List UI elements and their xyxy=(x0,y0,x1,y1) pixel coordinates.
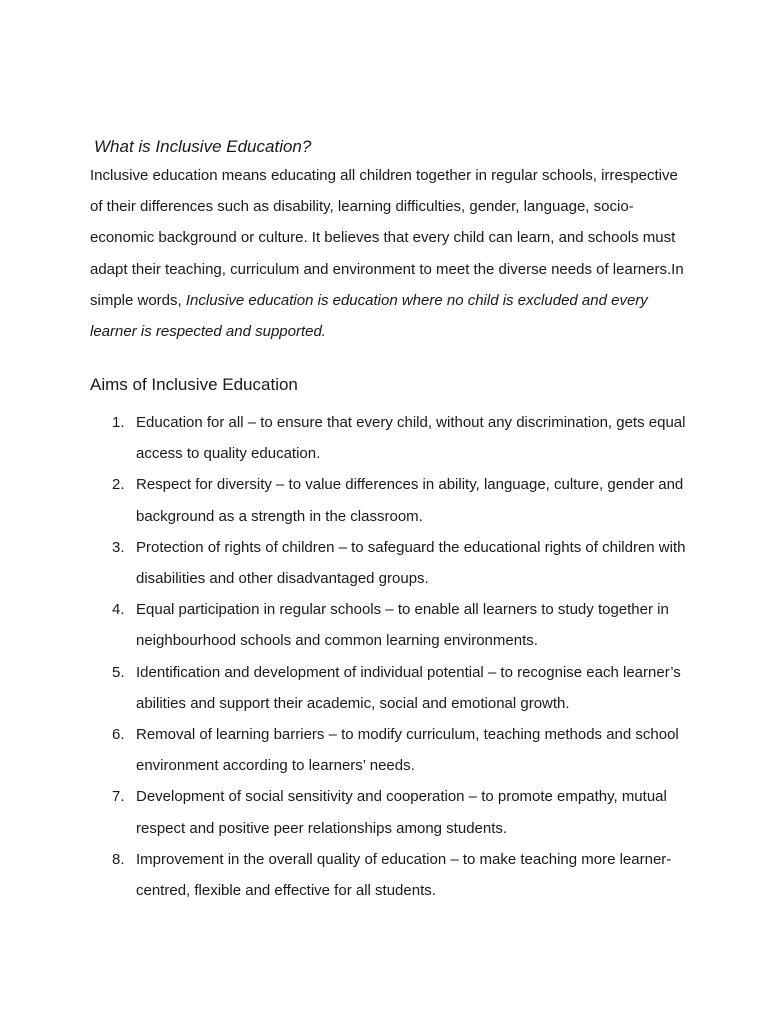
list-item-number: 5. xyxy=(112,663,125,681)
list-item xyxy=(90,844,690,906)
intro-paragraph xyxy=(90,160,690,347)
aims-heading: Aims of Inclusive Education xyxy=(90,375,298,394)
list-item xyxy=(90,719,690,781)
list-item-text: Protection of rights of children – to safeguard the educational rights of children with disabilities and other disadvantaged groups. xyxy=(136,538,686,588)
list-item xyxy=(90,407,690,469)
list-item-text: Removal of learning barriers – to modify curriculum, teaching methods and school environment according to learners’ needs. xyxy=(136,726,679,775)
list-item-text: Respect for diversity – to value differences in ability, language, culture, gender and background as a strength in the classroom. xyxy=(136,476,684,525)
list-item-number: 3. xyxy=(112,538,125,556)
list-item xyxy=(90,594,690,656)
list-item-text: Identification and development of individual potential – to recognise each learner’s abilities and support their academic, social and emotional growth. xyxy=(136,663,681,712)
list-item xyxy=(90,657,690,719)
list-item-number: 7. xyxy=(112,788,125,806)
list-item xyxy=(90,532,690,594)
list-item xyxy=(90,781,690,843)
list-item-text: Development of social sensitivity and cooperation – to promote empathy, mutual respect and positive peer relationships among students. xyxy=(136,788,667,837)
list-item-text: Improvement in the overall quality of education – to make teaching more learner-centred, flexible and effective for all students. xyxy=(136,850,672,900)
list-item xyxy=(90,469,690,531)
intro-text: Inclusive education means educating all children together in regular schools, irrespective of their differences such as disability, learning difficulties, gender, language, socio-economic background or culture. It believes that every child can learn, and schools must adapt their teaching, curriculum and environment to meet the diverse needs of learners.In simple words, xyxy=(90,167,684,309)
intro-emphasis: Inclusive education is education where no child is excluded and every learner is respected and supported. xyxy=(90,291,648,341)
list-item-number: 6. xyxy=(112,726,125,744)
list-item-text: Education for all – to ensure that every child, without any discrimination, gets equal access to quality education. xyxy=(136,414,686,463)
list-item-number: 8. xyxy=(112,850,125,868)
list-item-number: 2. xyxy=(112,476,125,494)
list-item-text: Equal participation in regular schools – to enable all learners to study together in neighbourhood schools and common learning environments. xyxy=(136,601,669,650)
aims-list xyxy=(90,407,690,906)
list-item-number: 4. xyxy=(112,601,125,619)
list-item-number: 1. xyxy=(112,414,125,431)
page-title: What is Inclusive Education? xyxy=(94,137,312,156)
